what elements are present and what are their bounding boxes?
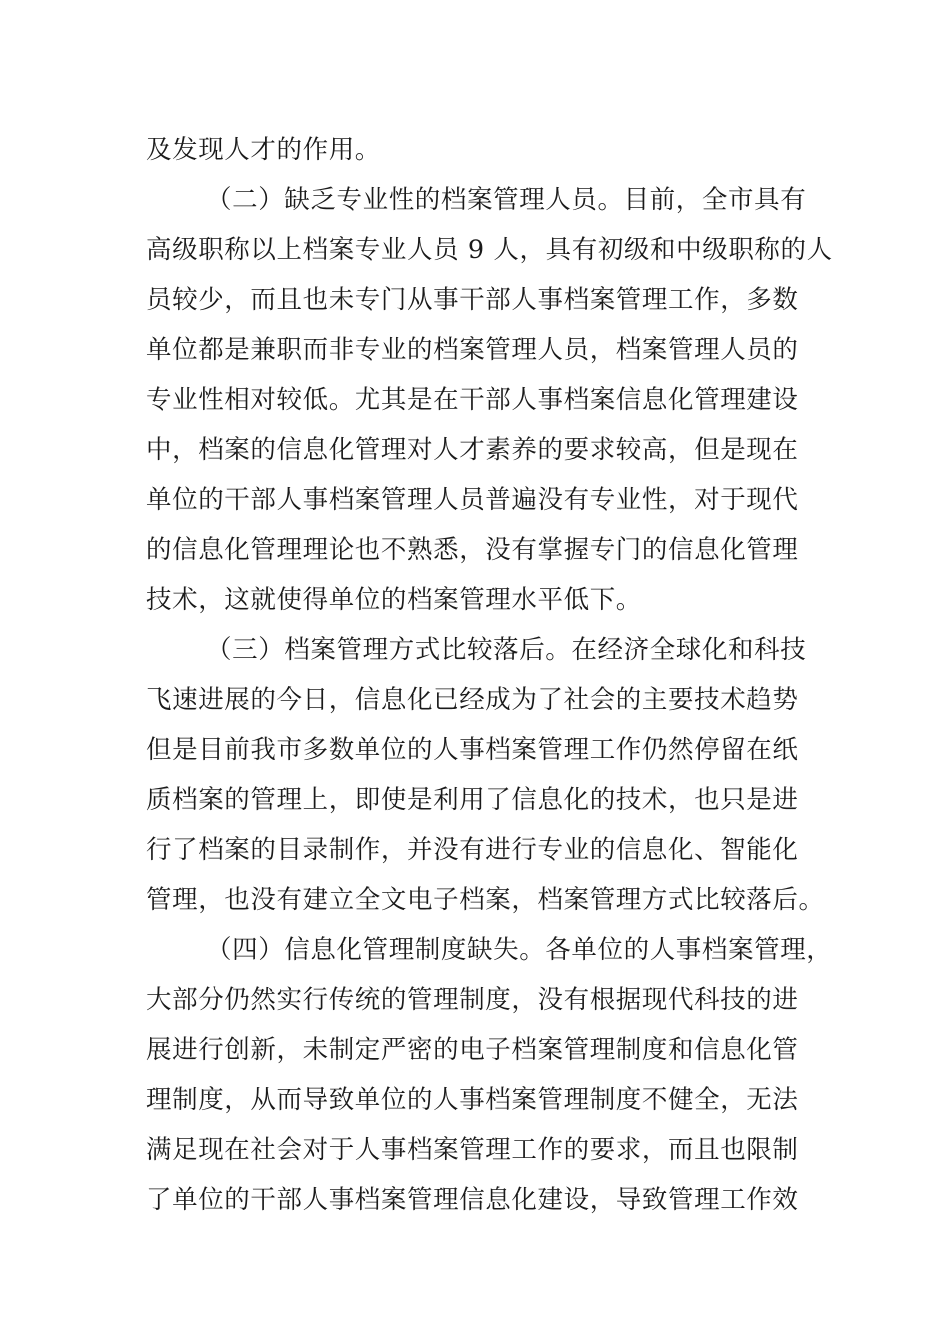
- paragraph-3-heading-line: （三）档案管理方式比较落后。在经济全球化和科技: [206, 635, 807, 665]
- text-line: 行了档案的目录制作，并没有进行专业的信息化、智能化: [146, 835, 799, 865]
- text-line: 展进行创新，未制定严密的电子档案管理制度和信息化管: [146, 1035, 799, 1065]
- text-line: 但是目前我市多数单位的人事档案管理工作仍然停留在纸: [146, 735, 799, 765]
- text-line: 单位的干部人事档案管理人员普遍没有专业性，对于现代: [146, 485, 799, 515]
- text-line: 质档案的管理上，即使是利用了信息化的技术，也只是进: [146, 785, 799, 815]
- paragraph-2-heading-line: （二）缺乏专业性的档案管理人员。目前，全市具有: [206, 185, 807, 215]
- text-line: 专业性相对较低。尤其是在干部人事档案信息化管理建设: [146, 385, 799, 415]
- text-line: 及发现人才的作用。: [146, 135, 381, 165]
- text-line: 员较少，而且也未专门从事干部人事档案管理工作，多数: [146, 285, 799, 315]
- text-line: 的信息化管理理论也不熟悉，没有掌握专门的信息化管理: [146, 535, 799, 565]
- text-line: 中，档案的信息化管理对人才素养的要求较高，但是现在: [146, 435, 799, 465]
- text-line: 理制度，从而导致单位的人事档案管理制度不健全，无法: [146, 1085, 799, 1115]
- text-line: 飞速进展的今日，信息化已经成为了社会的主要技术趋势: [146, 685, 799, 715]
- text-line: 满足现在社会对于人事档案管理工作的要求，而且也限制: [146, 1135, 799, 1165]
- text-line: 高级职称以上档案专业人员 9 人，具有初级和中级职称的人: [146, 235, 833, 265]
- text-line: 大部分仍然实行传统的管理制度，没有根据现代科技的进: [146, 985, 799, 1015]
- text-line: 单位都是兼职而非专业的档案管理人员，档案管理人员的: [146, 335, 799, 365]
- text-line: 技术，这就使得单位的档案管理水平低下。: [146, 585, 642, 615]
- paragraph-4-heading-line: （四）信息化管理制度缺失。各单位的人事档案管理，: [206, 935, 833, 965]
- text-line: 了单位的干部人事档案管理信息化建设，导致管理工作效: [146, 1185, 799, 1215]
- text-line: 管理，也没有建立全文电子档案，档案管理方式比较落后。: [146, 885, 825, 915]
